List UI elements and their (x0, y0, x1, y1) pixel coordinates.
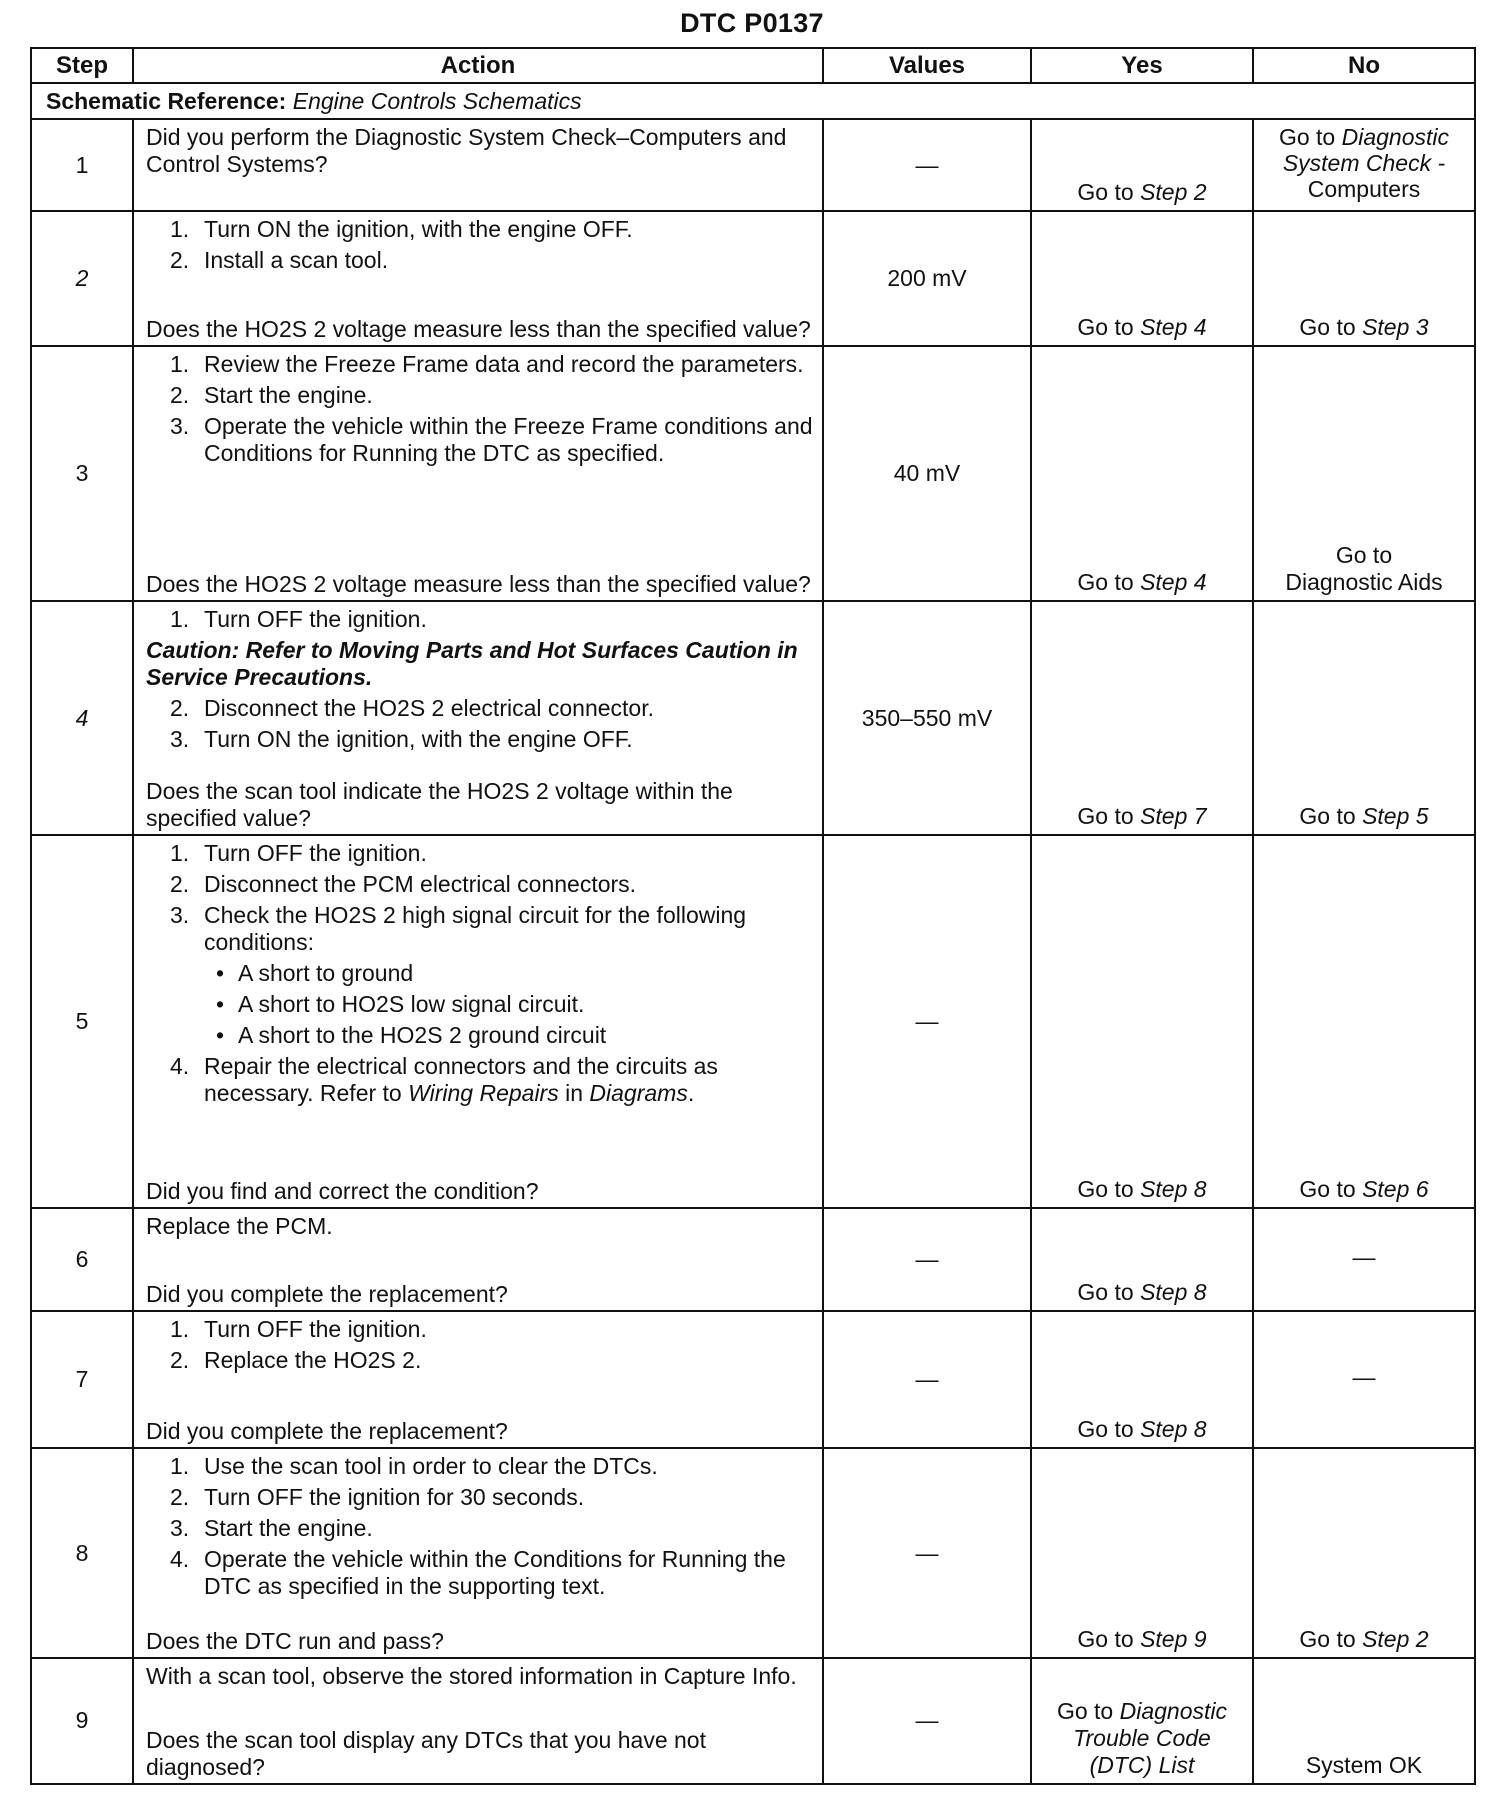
table-row-step-8 (31, 1448, 1475, 1657)
action-item: 1. Turn ON the ignition, with the engine OFF. (170, 216, 633, 243)
step-link: Step 8 (1140, 1416, 1207, 1443)
action-item: 1. Turn OFF the ignition. (170, 605, 427, 632)
step-link: Step 3 (1362, 314, 1429, 341)
step-number: 3 (31, 346, 133, 600)
action-cell (133, 211, 823, 346)
value-cell: — (823, 1658, 1031, 1784)
action-item: 3. Turn ON the ignition, with the engine OFF. (170, 725, 633, 752)
value-cell: 40 mV (823, 346, 1031, 600)
header-values: Values (823, 48, 1031, 83)
value-cell: — (823, 1208, 1031, 1311)
step-number: 8 (31, 1448, 133, 1657)
action-cell (133, 601, 823, 835)
step-link: Step 2 (1362, 1625, 1429, 1652)
step-number: 5 (31, 835, 133, 1208)
no-cell: Go to Step 6 (1253, 835, 1475, 1208)
action-item: 2. Start the engine. (170, 382, 373, 409)
action-item: 3. Start the engine. (170, 1515, 373, 1542)
no-cell: System OK (1253, 1658, 1475, 1784)
action-cell (133, 1658, 823, 1784)
no-cell: — (1253, 1311, 1475, 1448)
bullet-item: • A short to the HO2S 2 ground circuit (216, 1022, 607, 1049)
question-text: Does the scan tool display any DTCs that you have not diagnosed? (146, 1727, 706, 1780)
no-cell: Go to Diagnostic Aids (1253, 346, 1475, 600)
step-number: 4 (31, 601, 133, 835)
table-row-step-5 (31, 835, 1475, 1208)
question-text: Did you perform the Diagnostic System Check–Computers and Control Systems? (146, 124, 787, 178)
action-item: 2. Turn OFF the ignition for 30 seconds. (170, 1484, 585, 1511)
action-text: With a scan tool, observe the stored information in Capture Info. (146, 1662, 797, 1689)
table-row-step-9 (31, 1658, 1475, 1784)
bullet-item: • A short to HO2S low signal circuit. (216, 991, 585, 1018)
yes-cell: Go to Step 4 (1031, 211, 1253, 346)
step-link: Step 7 (1140, 803, 1207, 830)
value-cell: — (823, 1448, 1031, 1657)
page-title: DTC P0137 (680, 8, 824, 38)
dtc-list-link: Diagnostic Trouble Code (DTC) List (1073, 1698, 1228, 1778)
step-link: Step 8 (1140, 1175, 1207, 1202)
go-to-prefix: Go to (1077, 179, 1134, 206)
yes-cell: Go to Diagnostic Trouble Code (DTC) List (1031, 1658, 1253, 1784)
yes-cell: Go to Step 9 (1031, 1448, 1253, 1657)
no-cell: Go to Step 3 (1253, 211, 1475, 346)
step-link: Step 5 (1362, 803, 1429, 830)
value-cell: — (823, 1311, 1031, 1448)
step-number: 6 (31, 1208, 133, 1311)
question-text: Does the DTC run and pass? (146, 1627, 444, 1654)
action-item: 3. Operate the vehicle within the Freeze Frame conditions and Conditions for Running the DTC as specified. (170, 413, 813, 467)
step-link: Step 9 (1140, 1625, 1207, 1652)
question-text: Does the HO2S 2 voltage measure less than the specified value? (146, 570, 811, 597)
diagnostic-aids-link: Diagnostic Aids (1285, 568, 1443, 595)
bullet-item: • A short to ground (216, 960, 414, 987)
no-cell: Go to Step 2 (1253, 1448, 1475, 1657)
diagnostic-system-check-link: Diagnostic System Check - (1282, 124, 1450, 177)
question-text: Does the HO2S 2 voltage measure less than the specified value? (146, 316, 811, 343)
header-row (31, 48, 1475, 83)
step-link: Step 4 (1140, 568, 1207, 595)
yes-cell: Go to Step 7 (1031, 601, 1253, 835)
header-step: Step (31, 48, 133, 83)
value-cell: — (823, 119, 1031, 211)
action-item: 4. Operate the vehicle within the Conditions for Running the DTC as specified in the supporting text. (170, 1546, 786, 1600)
value-cell: 200 mV (823, 211, 1031, 346)
step-link: Step 8 (1140, 1279, 1207, 1306)
action-cell (133, 1448, 823, 1657)
action-cell (133, 1311, 823, 1448)
action-cell (133, 835, 823, 1208)
no-cell: — (1253, 1208, 1475, 1311)
step-link: Step 6 (1362, 1175, 1429, 1202)
header-no: No (1253, 48, 1475, 83)
action-item: 1. Review the Freeze Frame data and record the parameters. (170, 351, 804, 378)
table-row-step-4 (31, 601, 1475, 835)
header-action: Action (133, 48, 823, 83)
yes-cell: Go to Step 4 (1031, 346, 1253, 600)
no-cell (1253, 119, 1475, 211)
caution-note: Caution: Refer to Moving Parts and Hot Surfaces Caution in Service Precautions. (146, 636, 798, 690)
action-text: Replace the PCM. (146, 1212, 333, 1239)
diagnostic-table (30, 47, 1476, 1785)
action-item: 4. Repair the electrical connectors and the circuits as necessary. Refer to Wiring Repairs in Diagrams. (170, 1053, 718, 1107)
yes-cell (1031, 119, 1253, 211)
step-number: 7 (31, 1311, 133, 1448)
table-row-step-3 (31, 346, 1475, 600)
question-text: Did you complete the replacement? (146, 1418, 508, 1445)
action-item: 2. Replace the HO2S 2. (170, 1347, 422, 1374)
no-cell-suffix: Computers (1307, 176, 1421, 203)
yes-cell: Go to Step 8 (1031, 1311, 1253, 1448)
action-item: 2. Install a scan tool. (170, 247, 389, 274)
step-link: Step 2 (1140, 179, 1207, 206)
action-cell (133, 1208, 823, 1311)
yes-cell: Go to Step 8 (1031, 835, 1253, 1208)
step-number: 1 (31, 119, 133, 211)
action-cell (133, 346, 823, 600)
action-item: 1. Use the scan tool in order to clear the DTCs. (170, 1453, 658, 1480)
action-item: 2. Disconnect the PCM electrical connectors. (170, 871, 637, 898)
value-cell: 350–550 mV (823, 601, 1031, 835)
action-item: 3. Check the HO2S 2 high signal circuit for the following conditions: (170, 902, 747, 956)
step-number: 9 (31, 1658, 133, 1784)
action-item: 1. Turn OFF the ignition. (170, 1316, 427, 1343)
action-item: 1. Turn OFF the ignition. (170, 840, 427, 867)
question-text: Did you complete the replacement? (146, 1281, 508, 1308)
table-row-step-2 (31, 211, 1475, 346)
table-row-step-1 (31, 119, 1475, 211)
step-number: 2 (31, 211, 133, 346)
action-item: 2. Disconnect the HO2S 2 electrical connector. (170, 694, 655, 721)
action-cell (133, 119, 823, 211)
diagrams-link: Diagrams (589, 1080, 688, 1107)
no-cell: Go to Step 5 (1253, 601, 1475, 835)
step-link: Step 4 (1140, 314, 1207, 341)
schematic-reference-label: Schematic Reference: (46, 87, 287, 114)
table-row-step-6 (31, 1208, 1475, 1311)
wiring-repairs-link: Wiring Repairs (408, 1080, 559, 1107)
schematic-reference (31, 83, 1475, 119)
question-text: Did you find and correct the condition? (146, 1177, 539, 1204)
go-to-prefix: Go to (1278, 124, 1336, 151)
value-cell: — (823, 835, 1031, 1208)
schematic-reference-link: Engine Controls Schematics (292, 87, 582, 114)
schematic-reference-row (31, 83, 1475, 119)
yes-cell: Go to Step 8 (1031, 1208, 1253, 1311)
question-text: Does the scan tool indicate the HO2S 2 voltage within the specified value? (146, 778, 733, 832)
table-row-step-7 (31, 1311, 1475, 1448)
header-yes: Yes (1031, 48, 1253, 83)
